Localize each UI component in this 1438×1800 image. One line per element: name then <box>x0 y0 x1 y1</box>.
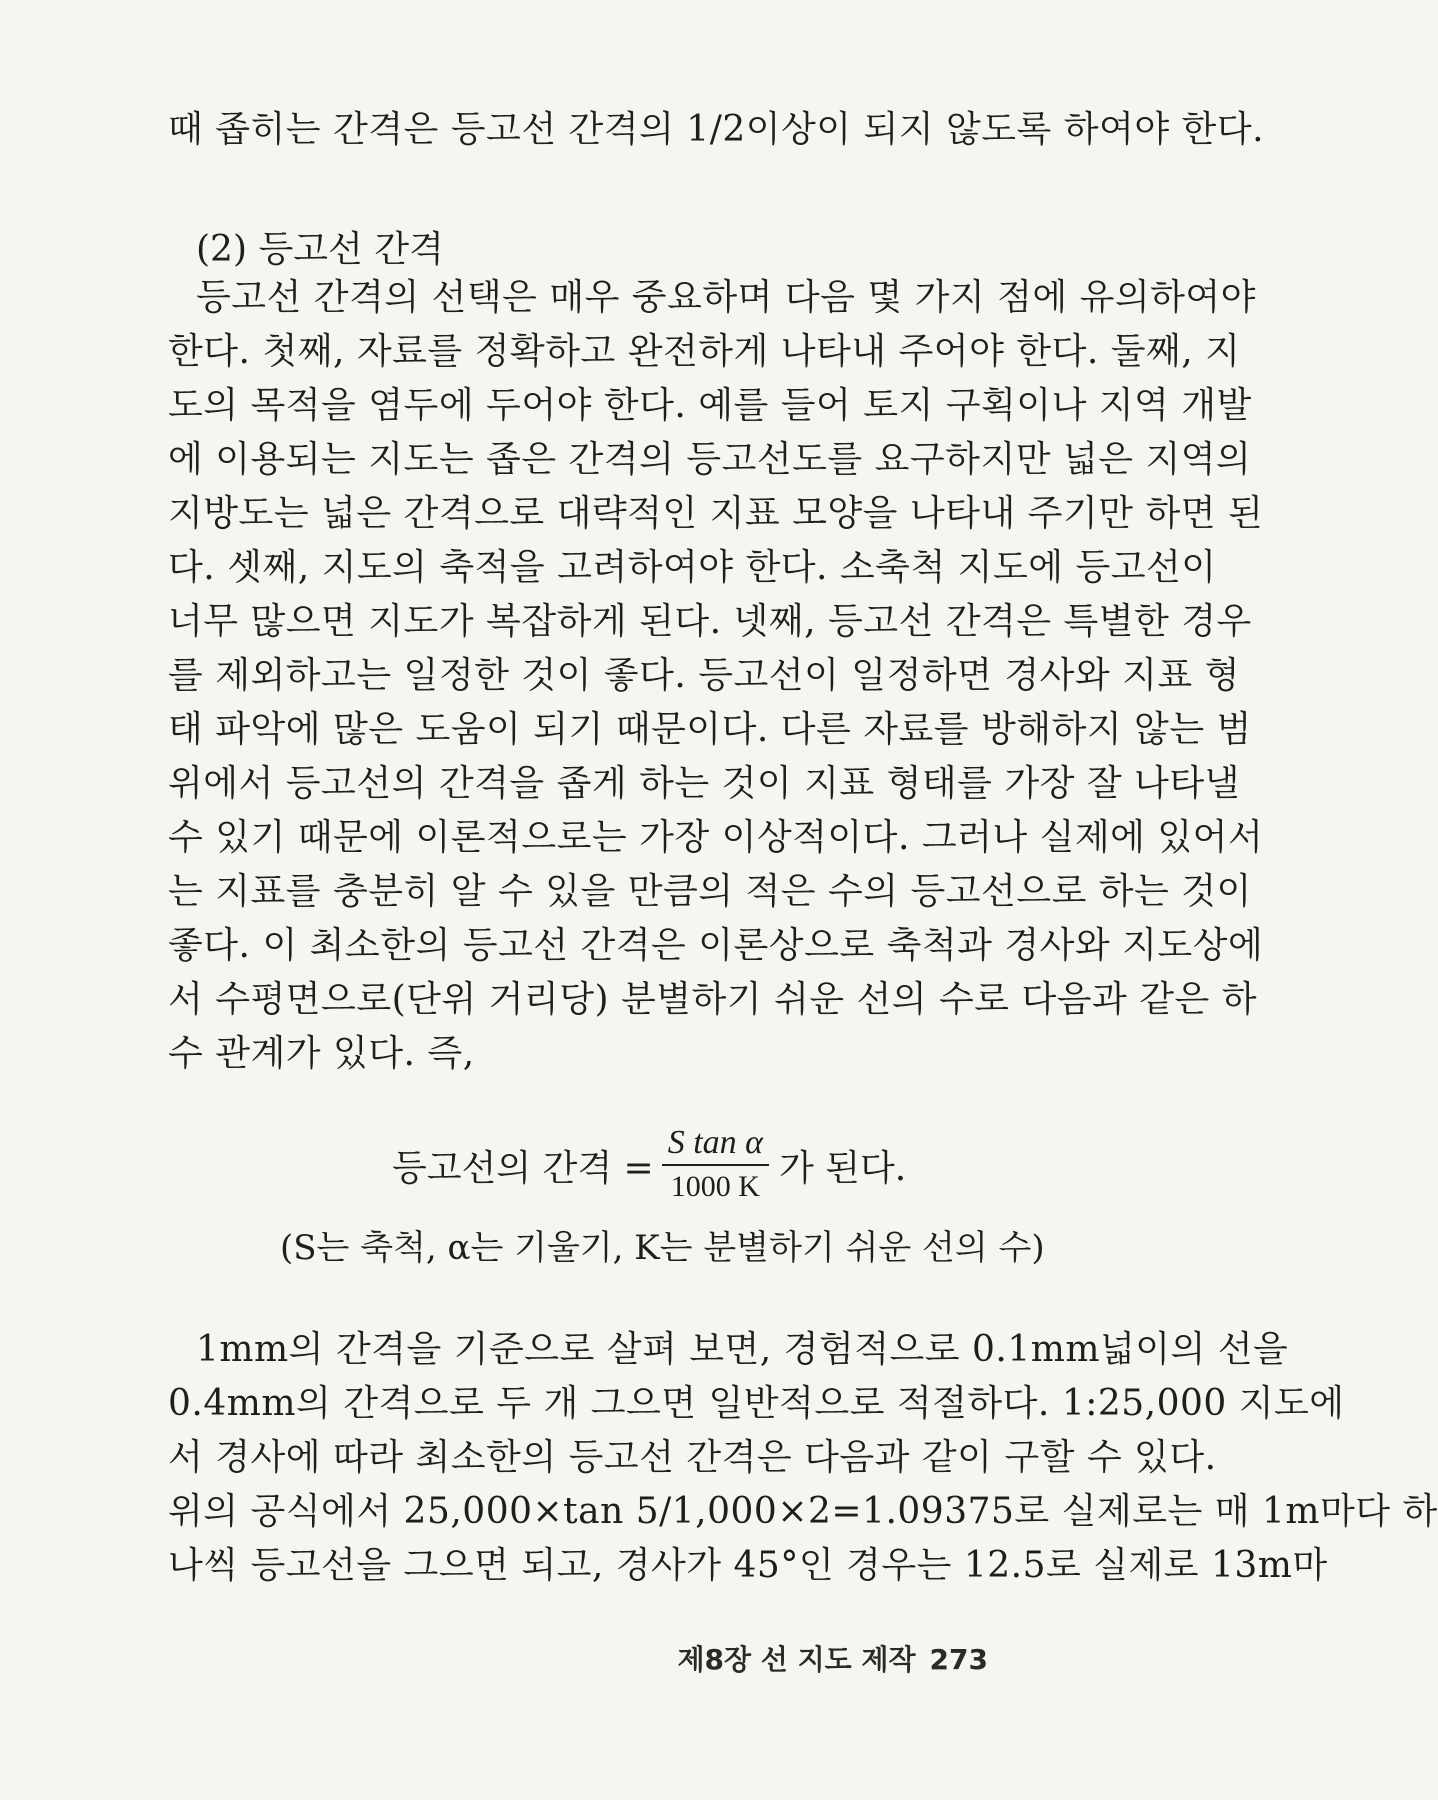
paragraph-line: 너무 많으면 지도가 복잡하게 된다. 넷째, 등고선 간격은 특별한 경우 <box>168 601 1252 642</box>
paragraph-line: 서 경사에 따라 최소한의 등고선 간격은 다음과 같이 구할 수 있다. <box>168 1437 1217 1478</box>
paragraph-line: 등고선 간격의 선택은 매우 중요하며 다음 몇 가지 점에 유의하여야 <box>196 277 1256 318</box>
page-number: 273 <box>929 1643 988 1676</box>
page-footer <box>677 1640 988 1680</box>
paragraph-line: 서 수평면으로(단위 거리당) 분별하기 쉬운 선의 수로 다음과 같은 하 <box>168 979 1258 1020</box>
chapter-title: 제8장 선 지도 제작 <box>677 1643 916 1676</box>
paragraph-line: 도의 목적을 염두에 두어야 한다. 예를 들어 토지 구획이나 지역 개발 <box>168 385 1252 426</box>
formula-numerator: S tan α <box>662 1122 769 1166</box>
paragraph-line: 는 지표를 충분히 알 수 있을 만큼의 적은 수의 등고선으로 하는 것이 <box>168 871 1252 912</box>
paragraph-line: 위에서 등고선의 간격을 좁게 하는 것이 지표 형태를 가장 잘 나타낼 <box>168 763 1240 804</box>
formula-rhs: 가 된다. <box>779 1147 907 1189</box>
paragraph-line: 수 관계가 있다. 즉, <box>168 1033 475 1074</box>
formula-fraction <box>662 1122 769 1208</box>
formula-legend: (S는 축척, α는 기울기, K는 분별하기 쉬운 선의 수) <box>280 1228 1045 1268</box>
contour-interval-formula <box>0 1110 1200 1220</box>
paragraph-line: 를 제외하고는 일정한 것이 좋다. 등고선이 일정하면 경사와 지표 형 <box>168 655 1240 696</box>
paragraph-line: 1mm의 간격을 기준으로 살펴 보면, 경험적으로 0.1mm넓이의 선을 <box>196 1329 1289 1370</box>
section-heading: (2) 등고선 간격 <box>196 229 444 270</box>
paragraph-line: 지방도는 넓은 간격으로 대략적인 지표 모양을 나타내 주기만 하면 된 <box>168 493 1264 534</box>
paragraph-line: 수 있기 때문에 이론적으로는 가장 이상적이다. 그러나 실제에 있어서 <box>168 817 1264 858</box>
paragraph-line: 나씩 등고선을 그으면 되고, 경사가 45°인 경우는 12.5로 실제로 13m마 <box>168 1545 1328 1586</box>
paragraph-line: 에 이용되는 지도는 좁은 간격의 등고선도를 요구하지만 넓은 지역의 <box>168 439 1252 480</box>
paragraph-line: 태 파악에 많은 도움이 되기 때문이다. 다른 자료를 방해하지 않는 범 <box>168 709 1252 750</box>
paragraph-line: 좋다. 이 최소한의 등고선 간격은 이론상으로 축척과 경사와 지도상에 <box>168 925 1264 966</box>
paragraph-line: 한다. 첫째, 자료를 정확하고 완전하게 나타내 주어야 한다. 둘째, 지 <box>168 331 1241 372</box>
text-line-top: 때 좁히는 간격은 등고선 간격의 1/2이상이 되지 않도록 하여야 한다. <box>168 109 1265 150</box>
paragraph-line: 다. 셋째, 지도의 축적을 고려하여야 한다. 소축척 지도에 등고선이 <box>168 547 1217 588</box>
paragraph-line: 0.4mm의 간격으로 두 개 그으면 일반적으로 적절하다. 1:25,000 지도에 <box>168 1383 1345 1424</box>
formula-denominator: 1000 K <box>670 1170 760 1203</box>
formula-lhs: 등고선의 간격 = <box>392 1147 654 1189</box>
paragraph-line: 위의 공식에서 25,000×tan 5/1,000×2=1.09375로 실제로는 매 1m마다 하 <box>168 1491 1438 1532</box>
